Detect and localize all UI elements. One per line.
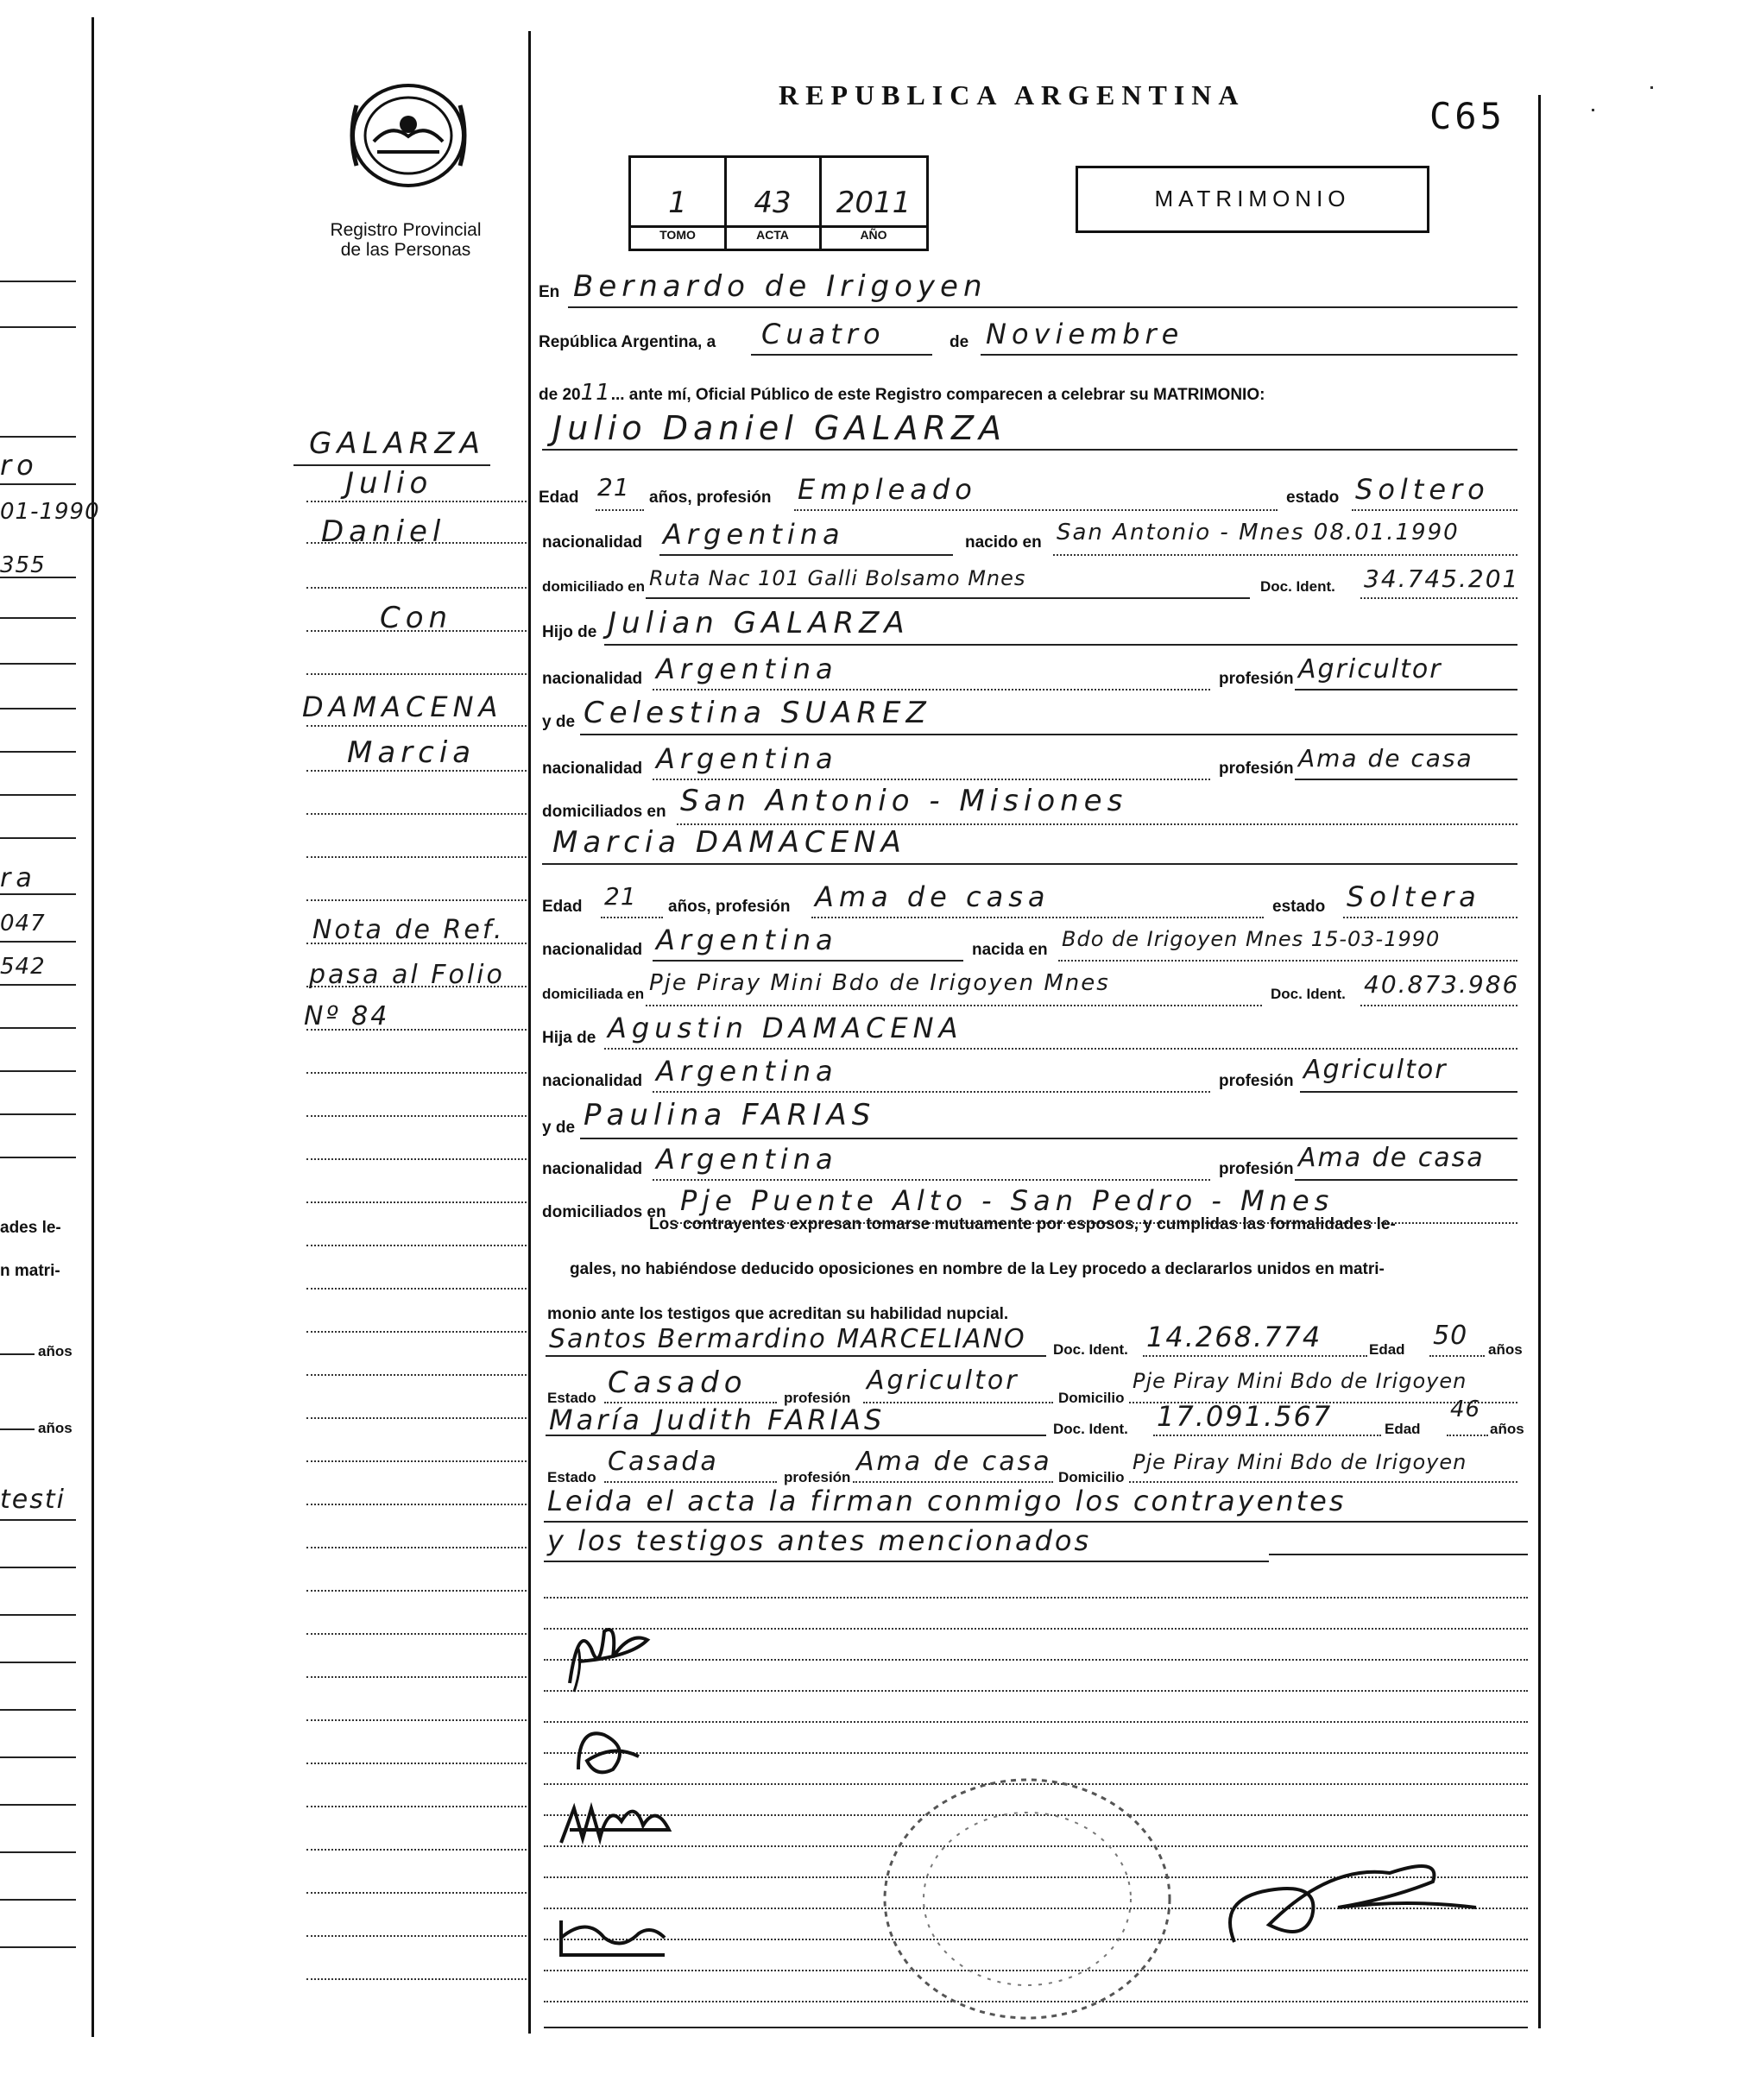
witness2-profesion-label: profesión <box>784 1469 851 1485</box>
bride-father-prof: Agricultor <box>1303 1055 1448 1085</box>
nacido-label: nacido en <box>965 533 1042 552</box>
witness2-age: 46 <box>1450 1397 1481 1422</box>
margin-surname: GALARZA <box>309 426 485 461</box>
bride-father: Agustin DAMACENA <box>608 1012 963 1044</box>
scan-speck <box>1592 109 1594 111</box>
declaration-line: gales, no habiéndose deducido oposiciones en nombre de la Ley procedo a declararlos unidos en matri- <box>570 1260 1385 1278</box>
profesion-label: años, profesión <box>668 898 791 916</box>
left-strip-text: ro <box>0 449 39 482</box>
father-label: Hija de <box>542 1029 596 1047</box>
provincial-seal-logo <box>339 79 477 192</box>
witness1-age: 50 <box>1433 1321 1468 1351</box>
domicilio-label: domiciliada en <box>542 986 645 1002</box>
witness1-name: Santos Bermardino MARCELIANO <box>549 1324 1026 1354</box>
profesion-label: años, profesión <box>649 489 772 507</box>
bride-parents-dom: Pje Puente Alto - San Pedro - Mnes <box>680 1184 1334 1217</box>
parents-dom-label: domiciliados en <box>542 1203 666 1221</box>
witness2-address: Pje Piray Mini Bdo de Irigoyen <box>1133 1450 1467 1474</box>
republica-label: República Argentina, a <box>539 333 716 351</box>
margin-first-name: Julio <box>345 466 433 501</box>
groom-doc: 34.745.201 <box>1364 564 1520 593</box>
acta-label: ACTA <box>756 228 789 242</box>
parents-dom-label: domiciliados en <box>542 803 666 821</box>
bride-address: Pje Piray Mini Bdo de Irigoyen Mnes <box>649 970 1110 996</box>
margin-note: Nota de Ref. <box>312 915 505 945</box>
groom-father-nat: Argentina <box>656 653 838 685</box>
place-value: Bernardo de Irigoyen <box>573 269 987 304</box>
year-suffix: 11 <box>580 380 611 406</box>
nacionalidad-label: nacionalidad <box>542 941 643 959</box>
witness2-estado: Casada <box>608 1447 719 1477</box>
ano-label: AÑO <box>860 228 887 242</box>
witness2-doc-label: Doc. Ident. <box>1053 1421 1128 1437</box>
margin-first-name: Daniel <box>321 514 446 549</box>
groom-estado: Soltero <box>1355 473 1490 506</box>
country-title: REPUBLICA ARGENTINA <box>779 79 1246 110</box>
witness1-estado-label: Estado <box>547 1390 596 1406</box>
scan-speck <box>1650 86 1653 89</box>
record-box <box>628 155 929 251</box>
mother-label: y de <box>542 1119 576 1137</box>
estado-label: estado <box>1286 489 1340 507</box>
left-strip-text: 01-1990 <box>0 499 100 525</box>
left-strip-text: ades le- <box>0 1219 61 1237</box>
signature-3 <box>552 1795 682 1856</box>
groom-father: Julian GALARZA <box>608 606 910 640</box>
page-edge-line <box>91 17 94 2037</box>
month-value: Noviembre <box>986 318 1184 350</box>
margin-con: Con <box>380 601 453 635</box>
left-strip-text: años <box>38 1343 73 1359</box>
edad-label: Edad <box>539 489 579 507</box>
witness1-doc-label: Doc. Ident. <box>1053 1341 1128 1358</box>
tomo-value: 1 <box>668 186 687 220</box>
bride-mother: Paulina FARIAS <box>584 1098 876 1132</box>
mother-prof-label: profesión <box>1219 1160 1294 1178</box>
bride-age: 21 <box>604 882 637 911</box>
groom-age: 21 <box>597 473 630 501</box>
margin-surname-2: DAMACENA <box>302 691 503 723</box>
father-label: Hijo de <box>542 623 597 641</box>
nacionalidad-label: nacionalidad <box>542 533 643 552</box>
year-statement <box>539 380 1265 406</box>
day-value: Cuatro <box>761 318 886 350</box>
witness2-anos-label: años <box>1490 1421 1524 1437</box>
bride-birth: Bdo de Irigoyen Mnes 15-03-1990 <box>1062 927 1441 951</box>
margin-note: pasa al Folio <box>309 960 505 990</box>
witness1-anos-label: años <box>1488 1341 1523 1358</box>
margin-first-name-2: Marcia <box>347 735 476 770</box>
witness2-edad-label: Edad <box>1385 1421 1421 1437</box>
groom-mother: Celestina SUAREZ <box>584 696 931 730</box>
closing-line: Leida el acta la firman conmigo los contrayentes <box>547 1485 1347 1517</box>
groom-profession: Empleado <box>798 473 977 506</box>
official-signature <box>1217 1847 1502 1951</box>
witness1-address: Pje Piray Mini Bdo de Irigoyen <box>1133 1369 1467 1393</box>
official-stamp <box>872 1769 1183 2028</box>
page-code: C65 <box>1429 95 1505 137</box>
bride-mother-prof: Ama de casa <box>1298 1143 1485 1173</box>
witness1-profession: Agricultor <box>867 1365 1019 1396</box>
bride-nationality: Argentina <box>656 924 838 956</box>
father-nat-label: nacionalidad <box>542 1072 643 1090</box>
groom-parents-dom: San Antonio - Misiones <box>680 784 1128 818</box>
witness2-name: María Judith FARIAS <box>549 1403 886 1436</box>
mother-prof-label: profesión <box>1219 760 1294 778</box>
left-strip-text: 542 <box>0 954 46 980</box>
edad-label: Edad <box>542 898 583 916</box>
witness1-estado: Casado <box>608 1365 748 1400</box>
groom-full-name: Julio Daniel GALARZA <box>552 409 1006 447</box>
en-label: En <box>539 283 560 301</box>
signature-1 <box>552 1614 665 1700</box>
groom-nationality: Argentina <box>663 518 845 551</box>
estado-label: estado <box>1272 898 1326 916</box>
witness2-profession: Ama de casa <box>856 1447 1052 1477</box>
act-type-box <box>1076 166 1429 233</box>
mother-label: y de <box>542 713 576 731</box>
witness2-doc: 17.091.567 <box>1157 1400 1333 1433</box>
bride-estado: Soltera <box>1347 880 1481 913</box>
margin-divider <box>528 31 531 2034</box>
acta-value: 43 <box>754 186 792 220</box>
tomo-label: TOMO <box>659 228 696 242</box>
witness2-estado-label: Estado <box>547 1469 596 1485</box>
left-strip-text: años <box>38 1420 73 1436</box>
father-prof-label: profesión <box>1219 1072 1294 1090</box>
groom-birth: San Antonio - Mnes 08.01.1990 <box>1057 520 1460 545</box>
witness1-profesion-label: profesión <box>784 1390 851 1406</box>
groom-mother-nat: Argentina <box>656 742 838 775</box>
doc-label: Doc. Ident. <box>1260 578 1335 595</box>
declaration-line: monio ante los testigos que acreditan su habilidad nupcial. <box>547 1305 1009 1323</box>
signature-4 <box>544 1912 673 1964</box>
closing-line: y los testigos antes mencionados <box>547 1524 1092 1557</box>
act-type: MATRIMONIO <box>1154 186 1351 211</box>
doc-label: Doc. Ident. <box>1271 986 1346 1002</box>
left-strip-text: ra <box>0 863 37 893</box>
registry-line: de las Personas <box>340 240 471 260</box>
left-strip-text: n matri- <box>0 1262 60 1280</box>
registry-name <box>311 220 501 260</box>
signature-2 <box>561 1718 656 1787</box>
bride-mother-nat: Argentina <box>656 1143 838 1176</box>
witness2-domicilio-label: Domicilio <box>1058 1469 1125 1485</box>
left-strip-text: 047 <box>0 911 46 936</box>
bride-profession: Ama de casa <box>815 880 1051 913</box>
father-prof-label: profesión <box>1219 670 1294 688</box>
groom-father-prof: Agricultor <box>1298 654 1442 684</box>
statement-text: ... ante mí, Oficial Público de este Registro comparecen a celebrar su MATRIMONIO: <box>610 386 1265 404</box>
groom-address: Ruta Nac 101 Galli Bolsamo Mnes <box>649 566 1026 590</box>
registry-line: Registro Provincial <box>330 220 482 240</box>
groom-mother-prof: Ama de casa <box>1298 744 1473 773</box>
year-prefix: de 20 <box>539 386 581 404</box>
right-border <box>1538 95 1541 2028</box>
bride-father-nat: Argentina <box>656 1055 838 1088</box>
mother-nat-label: nacionalidad <box>542 760 643 778</box>
domicilio-label: domiciliado en <box>542 578 646 595</box>
ano-value: 2011 <box>836 186 912 220</box>
mother-nat-label: nacionalidad <box>542 1160 643 1178</box>
left-strip-text: 355 <box>0 552 46 578</box>
witness1-domicilio-label: Domicilio <box>1058 1390 1125 1406</box>
left-strip-text: testi <box>0 1485 66 1515</box>
witness1-edad-label: Edad <box>1369 1341 1405 1358</box>
de-label: de <box>950 333 969 351</box>
nacida-label: nacida en <box>972 941 1048 959</box>
margin-note: Nº 84 <box>304 1001 390 1031</box>
witness1-doc: 14.268.774 <box>1146 1321 1322 1353</box>
bride-doc: 40.873.986 <box>1364 970 1520 999</box>
father-nat-label: nacionalidad <box>542 670 643 688</box>
declaration-line: Los contrayentes expresan tomarse mutuamente por esposos, y cumplidas las formalidades le- <box>649 1215 1396 1233</box>
bride-full-name: Marcia DAMACENA <box>552 825 906 860</box>
